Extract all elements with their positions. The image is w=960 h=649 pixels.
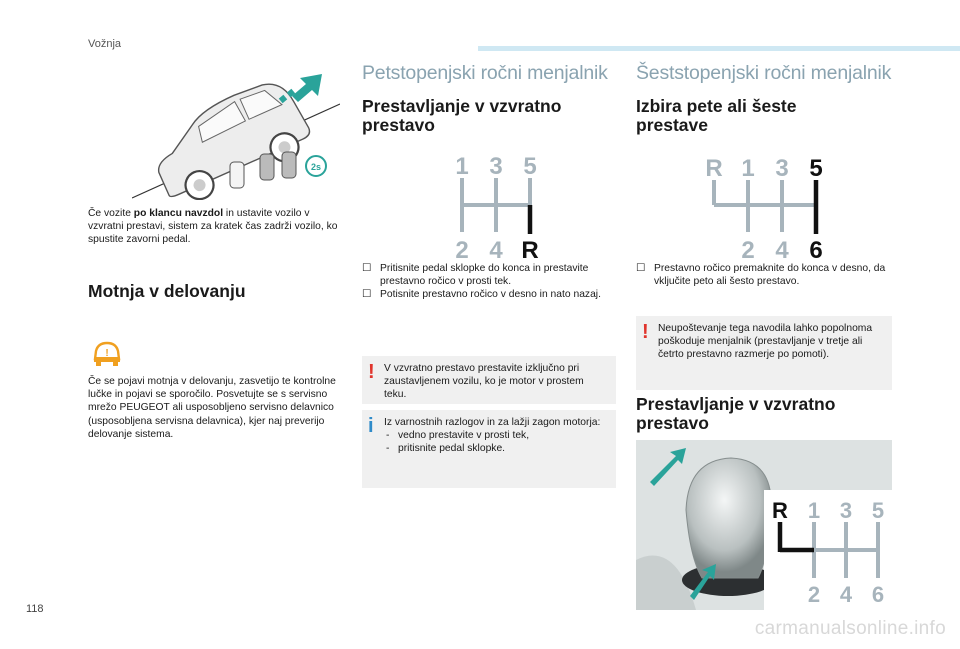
warning-note-gearbox: ! Neupoštevanje tega navodila lahko popolnoma poškoduje menjalnik (prestavljanje v tretje ali četrto prestavno razmerje po pomoti). bbox=[636, 316, 892, 390]
list-item: - vedno prestavite v prosti tek, bbox=[384, 429, 608, 442]
photo-gear-label-r: R bbox=[772, 498, 788, 523]
gear-knob-photo bbox=[636, 440, 892, 610]
warning-icon: ! bbox=[368, 361, 375, 383]
warning-icon: ! bbox=[642, 321, 649, 343]
list-item: ☐ Prestavno ročico premaknite do konca v desno, da vključite peto ali šesto prestavo. bbox=[636, 263, 886, 287]
fault-paragraph: Če se pojavi motnja v delovanju, zasvetijo te kontrolne lučke in pojavi se sporočilo. Posvetujte se s servisno mrežo PEUGEOT ali usposobljeno servisno delavnico (usposobljena servisna delavnica), kjer naj preverijo delovanje sistema. bbox=[88, 376, 336, 440]
column-3 bbox=[636, 62, 892, 135]
five-speed-reverse-heading: Prestavljanje v vzvratno prestavo bbox=[362, 96, 562, 135]
column-1-text bbox=[88, 207, 340, 247]
five-speed-steps bbox=[362, 262, 612, 301]
page-number: 118 bbox=[26, 603, 44, 615]
gear-label-3: 3 bbox=[775, 155, 789, 182]
six-speed-steps bbox=[636, 262, 892, 288]
gear-label-4: 4 bbox=[489, 237, 503, 264]
header-accent-bar bbox=[478, 46, 960, 51]
hill-text-prefix: Če vozite bbox=[88, 208, 134, 219]
svg-text:!: ! bbox=[105, 348, 109, 359]
info-icon: i bbox=[368, 415, 374, 437]
list-item: ☐ Potisnite prestavno ročico v desno in nato nazaj. bbox=[362, 289, 601, 300]
gear-label-4: 4 bbox=[775, 237, 789, 264]
list-item: - pritisnite pedal sklopke. bbox=[384, 442, 608, 455]
info-note-intro: Iz varnostnih razlogov in za lažji zagon motorja: bbox=[384, 417, 601, 428]
hill-car-illustration bbox=[132, 70, 340, 200]
hill-hold-paragraph bbox=[88, 207, 340, 247]
checkbox-bullet-icon: ☐ bbox=[636, 263, 646, 274]
watermark: carmanualsonline.info bbox=[754, 618, 946, 639]
six-speed-title: Šeststopenjski ročni menjalnik bbox=[636, 62, 892, 84]
photo-gear-label-5: 5 bbox=[871, 498, 885, 523]
gear-label-1: 1 bbox=[741, 155, 755, 182]
photo-gear-label-1: 1 bbox=[807, 498, 821, 523]
section-label: Vožnja bbox=[88, 38, 122, 50]
warning-note-reverse: ! V vzvratno prestavo prestavite izključno pri zaustavljenem vozilu, ko je motor v prostem teku. bbox=[362, 356, 616, 404]
photo-gear-label-2: 2 bbox=[807, 582, 821, 607]
gear-label-1: 1 bbox=[455, 153, 469, 180]
column-2 bbox=[362, 62, 616, 135]
hill-text-suffix: in ustavite vozilo v vzvratni prestavi, sistem za kratek čas zadrži vozilo, ko spustite zavorni pedal. bbox=[88, 208, 338, 246]
hill-assist-fault-icon bbox=[90, 335, 124, 369]
six-speed-gear-diagram bbox=[700, 152, 830, 264]
list-item: ☐ Pritisnite pedal sklopke do konca in prestavite prestavno ročico v prosti tek. bbox=[362, 263, 589, 287]
five-speed-gear-diagram bbox=[448, 152, 548, 264]
fault-heading: Motnja v delovanju bbox=[88, 281, 246, 301]
gear-label-r: R bbox=[705, 155, 723, 182]
photo-gear-label-4: 4 bbox=[839, 582, 853, 607]
info-note-list bbox=[384, 429, 608, 455]
photo-gear-label-6: 6 bbox=[871, 582, 885, 607]
hill-text-bold: po klancu navzdol bbox=[133, 208, 224, 219]
gear-label-6: 6 bbox=[809, 237, 823, 264]
checkbox-bullet-icon: ☐ bbox=[362, 289, 372, 300]
svg-text:2s: 2s bbox=[310, 162, 322, 172]
gear-label-2: 2 bbox=[741, 237, 755, 264]
photo-gear-label-3: 3 bbox=[839, 498, 853, 523]
five-speed-title: Petstopenjski ročni menjalnik bbox=[362, 62, 608, 84]
six-speed-reverse-heading: Prestavljanje v vzvratno prestavo bbox=[636, 394, 836, 433]
gear-label-r: R bbox=[521, 237, 539, 264]
gear-label-3: 3 bbox=[489, 153, 503, 180]
gear-label-5: 5 bbox=[809, 155, 823, 182]
six-speed-fifth-sixth-heading: Izbira pete ali šeste prestave bbox=[636, 96, 797, 135]
gear-label-5: 5 bbox=[523, 153, 537, 180]
gear-label-2: 2 bbox=[455, 237, 469, 264]
checkbox-bullet-icon: ☐ bbox=[362, 263, 372, 274]
info-note-safety bbox=[362, 410, 616, 488]
